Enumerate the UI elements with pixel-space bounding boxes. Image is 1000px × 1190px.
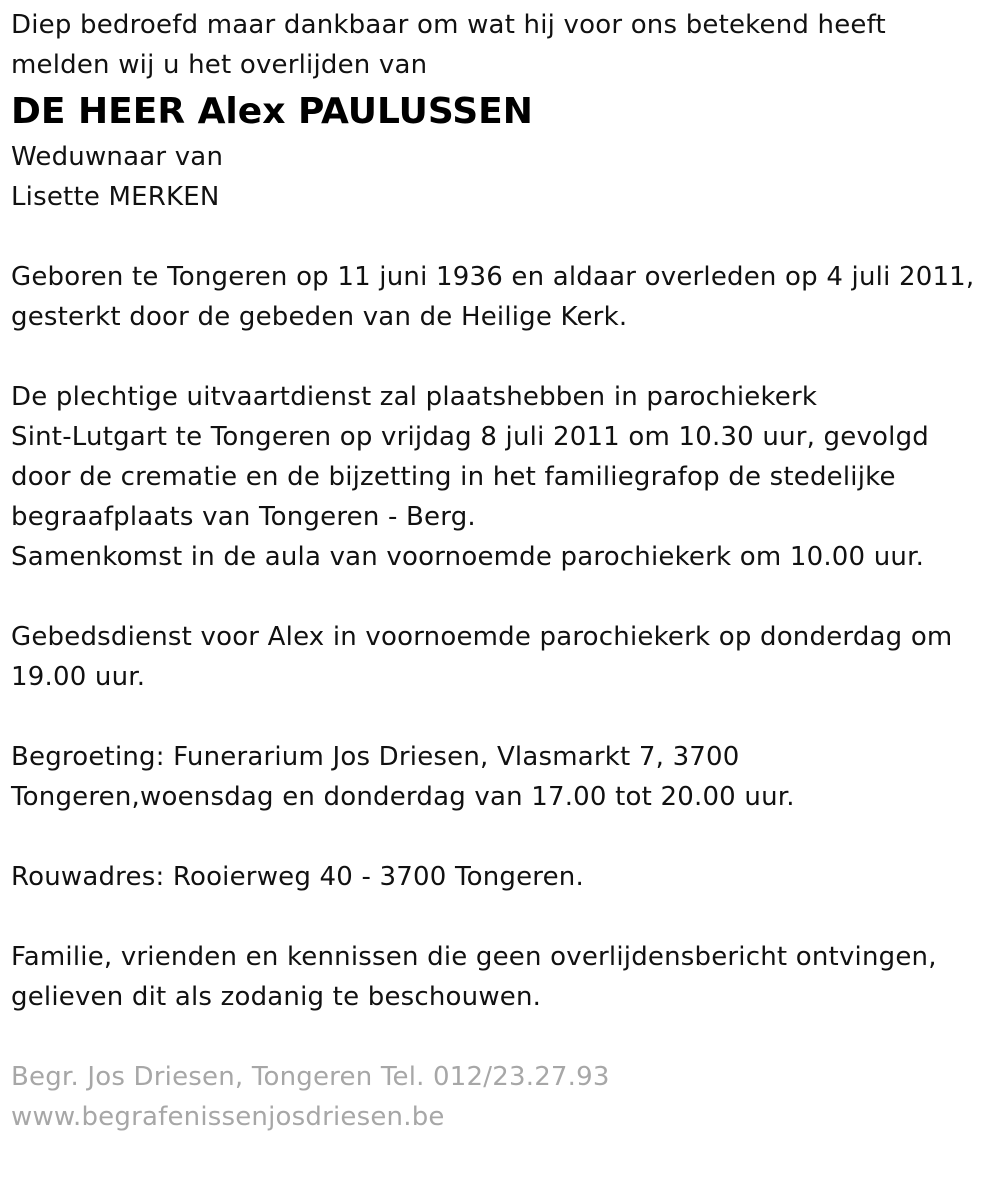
prayer-service-line: 19.00 uur.: [11, 662, 146, 692]
intro-line: Diep bedroefd maar dankbaar om wat hij voor ons betekend heeft: [11, 10, 886, 40]
notice-line: gelieven dit als zodanig te beschouwen.: [11, 982, 542, 1012]
prayer-service-paragraph: [11, 617, 986, 697]
visitation-paragraph: [11, 737, 986, 817]
intro-line: melden wij u het overlijden van: [11, 50, 428, 80]
funeral-line: begraafplaats van Tongeren - Berg.: [11, 502, 476, 532]
birth-death-line: gesterkt door de gebeden van de Heilige Kerk.: [11, 302, 628, 332]
funeral-line: De plechtige uitvaartdienst zal plaatshebben in parochiekerk: [11, 382, 818, 412]
spacer: [11, 217, 986, 257]
spacer: [11, 897, 986, 937]
spacer: [11, 577, 986, 617]
mourning-address-paragraph: [11, 857, 986, 897]
spouse-name: Lisette MERKEN: [11, 182, 220, 212]
footer: [11, 1057, 986, 1137]
website-link[interactable]: www.begrafenissenjosdriesen.be: [11, 1102, 445, 1132]
undertaker-info: Begr. Jos Driesen, Tongeren Tel. 012/23.27.93: [11, 1062, 610, 1092]
spacer: [11, 817, 986, 857]
intro-paragraph: [11, 5, 986, 85]
funeral-line: Sint-Lutgart te Tongeren op vrijdag 8 juli 2011 om 10.30 uur, gevolgd: [11, 422, 929, 452]
notice-line: Familie, vrienden en kennissen die geen overlijdensbericht ontvingen,: [11, 942, 937, 972]
spacer: [11, 697, 986, 737]
notice-paragraph: [11, 937, 986, 1017]
funeral-line: Samenkomst in de aula van voornoemde parochiekerk om 10.00 uur.: [11, 542, 925, 572]
visitation-line: Tongeren,woensdag en donderdag van 17.00 tot 20.00 uur.: [11, 782, 795, 812]
prayer-service-line: Gebedsdienst voor Alex in voornoemde parochiekerk op donderdag om: [11, 622, 953, 652]
spouse-paragraph: [11, 137, 986, 217]
spacer: [11, 337, 986, 377]
visitation-line: Begroeting: Funerarium Jos Driesen, Vlasmarkt 7, 3700: [11, 742, 740, 772]
birth-death-line: Geboren te Tongeren op 11 juni 1936 en aldaar overleden op 4 juli 2011,: [11, 262, 975, 292]
death-notice: [11, 5, 986, 1137]
spouse-label: Weduwnaar van: [11, 142, 224, 172]
deceased-name: DE HEER Alex PAULUSSEN: [11, 91, 533, 132]
mourning-address: Rouwadres: Rooierweg 40 - 3700 Tongeren.: [11, 862, 584, 892]
funeral-paragraph: [11, 377, 986, 577]
funeral-line: door de crematie en de bijzetting in het familiegrafop de stedelijke: [11, 462, 896, 492]
spacer: [11, 1017, 986, 1057]
birth-death-paragraph: [11, 257, 986, 337]
